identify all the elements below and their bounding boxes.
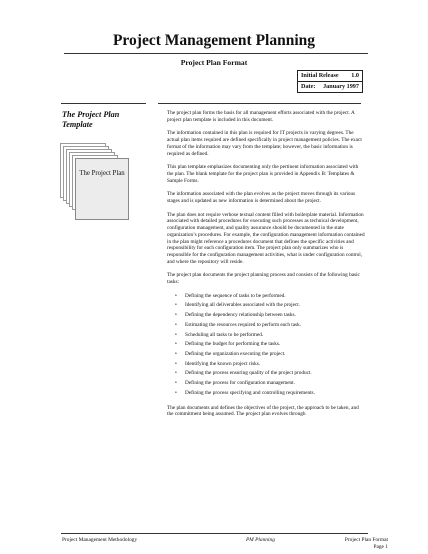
paragraph: The plan documents and defines the objectives of the project, the approach to be taken, and the commitment being assumed. The project plan evolves through [167,404,359,418]
footer-section-name: Project Plan Format [344,537,388,543]
page-number: Page 1 [373,544,388,550]
release-value: 1.0 [351,72,359,79]
task-item: • Defining the process ensuring quality of the project product. [167,370,365,377]
task-item: • Identifying all deliverables associated with the project. [167,302,365,309]
task-item: • Defining the process specifying and controlling requirements. [167,390,365,397]
main-body [167,110,365,425]
stack-front-sheet [75,158,129,220]
task-item: • Defining the dependency relationship between tasks. [167,312,365,319]
date-label: Date: [301,83,316,90]
task-item: • Defining the organization executing the project. [167,351,365,358]
task-item: • Scheduling all tasks to be performed. [167,332,365,339]
date-value: January 1997 [323,83,359,90]
title-divider [64,53,368,54]
task-item: • Estimating the resources required to perform each task. [167,322,365,329]
body-divider [158,103,361,104]
task-item: • Identifying the known project risks. [167,361,365,368]
paragraph: The plan does not require verbose textual content filled with boilerplate material. Information associated with detailed procedures for executing such processes as technical development, configuration management, and quality assurance should be documented in the state organization’s procedures. For example, the configuration management information contained in the plan might reference a procedures document that defines the specific activities and responsibility for each configuration item. The project plan only summarizes who is responsible for the configuration management activities, what is under configuration control, and where the repository will reside. [167,211,365,265]
document-subtitle: Project Plan Format [180,58,248,67]
document-stack-icon [60,143,150,223]
release-info-box [297,70,363,93]
footer-divider [61,533,368,534]
task-item: • Defining the budget for performing the tasks. [167,341,365,348]
graphic-label: The Project Plan [79,170,125,177]
paragraph: This plan template emphasizes documenting only the pertinent information associated with the plan. The blank template for the project plan is provided in Appendix B: Templates & Sample Forms. [167,164,359,184]
task-item: • Defining the sequence of tasks to be performed. [167,293,365,300]
sidebar-divider [61,103,146,104]
footer-middle: PM Planning [246,537,275,543]
paragraph: The information contained in this plan is required for IT projects in varying degrees. The actual plan items required are defined specifically in project management policies. The exact format of the information may vary from the template; however, the basic information is required as defined. [167,130,362,157]
date-row [298,81,362,92]
document-title: Project Management Planning [112,32,316,49]
footer-right [333,537,388,551]
paragraph: The information associated with the plan evolves as the project moves through its various stages and is updated as new information is determined about the project. [167,191,356,205]
sidebar-heading: The Project Plan Template [62,110,120,129]
release-label: Initial Release [301,72,339,79]
task-list [167,293,365,397]
paragraph: The project plan documents the project planning process and consists of the following basic tasks: [167,272,360,286]
task-item: • Defining the process for configuration management. [167,380,365,387]
paragraph: The project plan forms the basis for all management efforts associated with the project. A project plan template is included in this document. [167,110,355,123]
release-row [298,71,362,81]
footer-left: Project Management Methodology [62,537,138,543]
